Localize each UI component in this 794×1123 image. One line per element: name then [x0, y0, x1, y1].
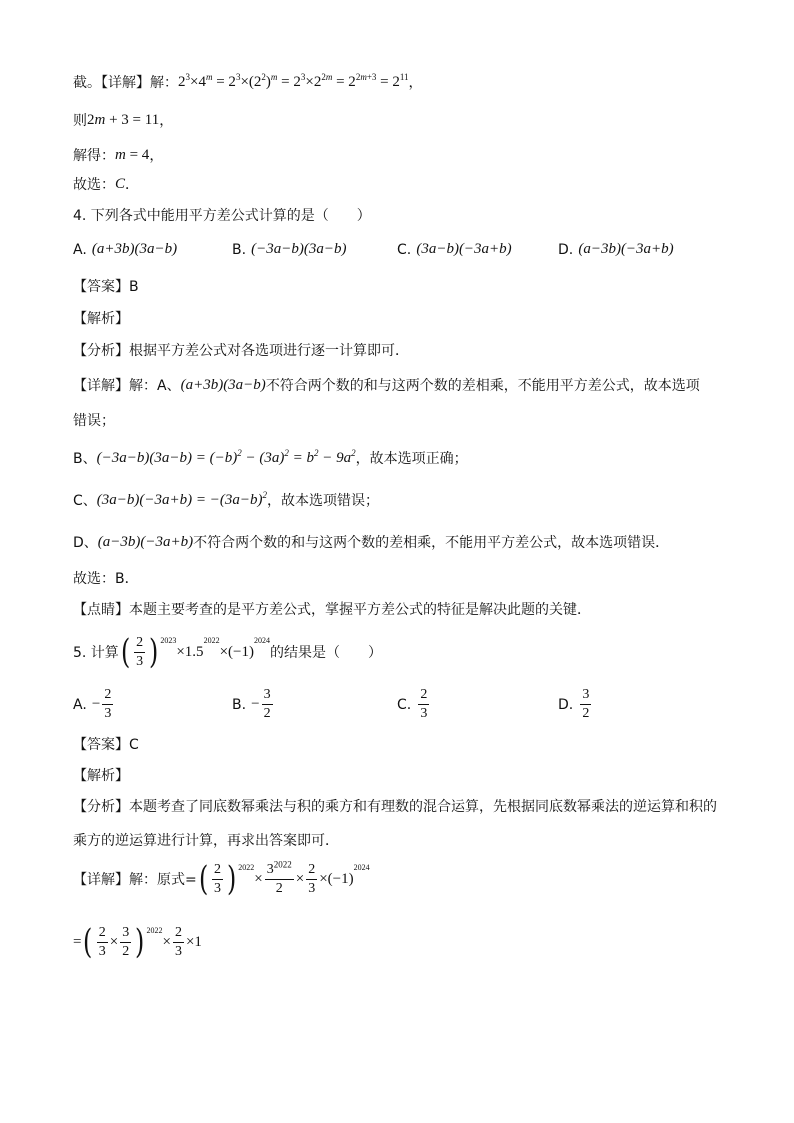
q4-option-c: C. (3a−b)(−3a+b) [397, 241, 512, 258]
q4-answer: 【答案】B [73, 279, 139, 295]
q4-fenxi: 【分析】根据平方差公式对各选项进行逐一计算即可． [73, 343, 409, 359]
q5-analysis-head: 【解析】 [73, 768, 129, 784]
q5-option-a: A. − $\frac{2}{3}$ [73, 687, 112, 721]
q5-option-d: D. $\frac{3}{2}$ [558, 687, 590, 721]
detail-line-2: 则 2m + 3 = 11 ， [73, 111, 174, 129]
q5-fraction: $\frac{2}{3}$ [136, 634, 144, 669]
power-equation: $2^3\times 4^m = 2^3\times(2^2)^m = 2^3\times 2^{2m} = 2^{2m+3} = 2^{11}$ [178, 71, 409, 90]
q4-detail-a-line2: 错误； [73, 413, 115, 429]
q5-fenxi-2: 乘方的逆运算进行计算，再求出答案即可． [73, 833, 339, 849]
q4-option-b: B. (−3a−b)(3a−b) [232, 241, 347, 258]
q4-analysis-head: 【解析】 [73, 311, 129, 327]
detail-prefix: 截。【详解】解： [73, 75, 178, 91]
q5-title: 5. 计算 ( $\frac{2}{3}$ ) 2023 ×1.5 2022 ×(−1) 2024 的结果是（ ） [73, 632, 382, 672]
q5-detail-step2: = ( $\frac{2}{3}$ × $\frac{3}{2}$ ) 2022 × $\frac{2}{3}$ ×1 [73, 922, 202, 962]
q4-dianjing: 【点睛】本题主要考查的是平方差公式，掌握平方差公式的特征是解决此题的关键． [73, 602, 591, 618]
q4-c-expression: $(3a-b)(-3a+b) = -(3a-b)^2$ [96, 489, 267, 508]
detail-line-1: 截。【详解】解： $2^3\times 4^m = 2^3\times(2^2)^m = 2^3\times 2^{2m} = 2^{2m+3} = 2^{11}$ ， [73, 71, 423, 91]
q4-detail-a-line1: 【详解】解：A、 (a+3b)(3a−b) 不符合两个数的和与这两个数的差相乘，不能用平方差公式，故本选项 [73, 376, 700, 394]
q4-option-a: A. (a+3b)(3a−b) [73, 241, 178, 258]
q5-option-b: B. − $\frac{3}{2}$ [232, 687, 271, 721]
q4-option-d: D. (a−3b)(−3a+b) [558, 241, 674, 258]
equation-2m3: 2m + 3 = 11 [87, 111, 160, 128]
q5-option-c: C. $\frac{2}{3}$ [397, 687, 428, 721]
q4-detail-c: C、 $(3a-b)(-3a+b) = -(3a-b)^2$ ，故本选项错误； [73, 489, 379, 509]
q5-fenxi-1: 【分析】本题考查了同底数幂乘法与积的乘方和有理数的混合运算，先根据同底数幂乘法的逆运算和积的 [73, 799, 717, 815]
detail-line-4: 故选： C ． [73, 175, 140, 193]
q5-detail-step1: 【详解】解：原式= ( $\frac{2}{3}$ ) 2022 × $\frac{3^{2022}}{2}$ × $\frac{2}{3}$ ×(−1) 2024 [73, 858, 370, 899]
solution-m: m = 4 [115, 146, 150, 163]
q4-b-expression: $(-3a-b)(3a-b) = (-b)^2 - (3a)^2 = b^2 - 9a^2$ [96, 447, 356, 466]
q4-choose: 故选：B． [73, 571, 139, 587]
detail-line-3: 解得： m = 4 ， [73, 146, 164, 164]
q4-detail-d: D、 (a−3b)(−3a+b) 不符合两个数的和与这两个数的差相乘，不能用平方差公式，故本选项错误． [73, 533, 670, 551]
q4-title: 4. 下列各式中能用平方差公式计算的是（ ） [73, 208, 371, 224]
q5-answer: 【答案】C [73, 737, 139, 753]
q4-detail-b: B、 $(-3a-b)(3a-b) = (-b)^2 - (3a)^2 = b^2 - 9a^2$ ，故本选项正确； [73, 447, 468, 467]
